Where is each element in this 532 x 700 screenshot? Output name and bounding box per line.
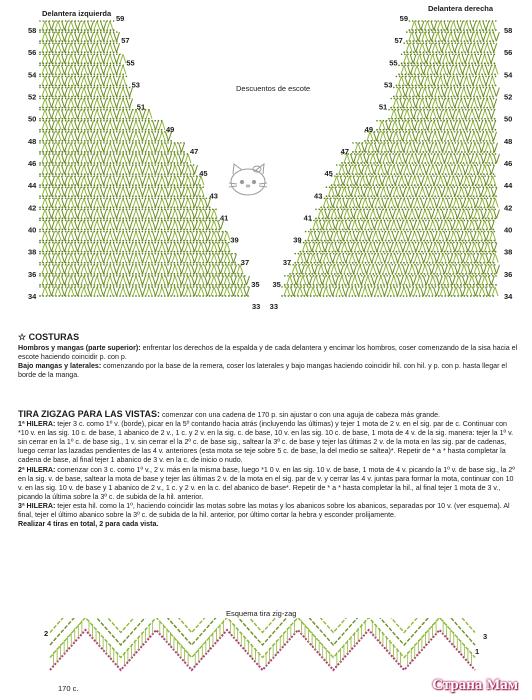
row-number-left: 56 — [28, 48, 37, 58]
row-number-right: 54 — [504, 70, 513, 80]
stitch-row — [39, 164, 197, 175]
costuras-p2: comenzando por la base de la remera, coser los laterales y bajo mangas haciendo coincidir hil. con hil. y p. con p. hasta llegar el borde de la manga. — [18, 362, 507, 380]
costuras-p1: enfrentar los derechos de la espalda y de cada delantera y encimar los hombros, coser comenzando de la sisa hacia el escote haciendo coincidir p. con p. — [18, 344, 518, 362]
stitch-row — [281, 286, 498, 297]
left-front-diagram — [0, 0, 270, 310]
zigzag-row2-label: 2 — [44, 629, 49, 638]
zigzag-base-label: 170 c. — [58, 684, 79, 693]
stitch-row — [39, 275, 249, 286]
stitch-row — [364, 131, 496, 142]
stitch-row — [39, 20, 114, 31]
row-number-left: 37 — [282, 257, 292, 267]
row-number-left: 40 — [28, 225, 37, 235]
row-number-left: 54 — [28, 70, 37, 80]
row-number-left: 48 — [28, 136, 37, 146]
row-number-left: 55 — [389, 58, 398, 68]
right-front-diagram — [262, 0, 532, 310]
row-number-left: 49 — [364, 124, 373, 134]
row-number-right: 47 — [190, 146, 199, 156]
zigzag-diagram — [40, 618, 500, 680]
zigzag-row-3 — [50, 618, 475, 633]
stitch-row — [39, 253, 236, 264]
costuras-p2-bold: Bajo mangas y laterales: — [18, 362, 102, 371]
neckline-label: Descuentos de escote — [236, 84, 311, 93]
row-number-right: 35 — [251, 279, 260, 289]
row-number-right: 39 — [230, 235, 239, 245]
stitch-row — [39, 42, 119, 53]
stitch-row — [39, 175, 204, 186]
stitch-row — [39, 142, 185, 153]
row-number-left: 33 — [269, 302, 278, 310]
row-number-left: 34 — [28, 292, 37, 301]
row-number-left: 42 — [28, 203, 37, 213]
tira-h3: tejer esta hil. como la 1º, haciendo coincidir las motas sobre las motas y los abanicos sobre los abanicos, separadas por 10 v. (ver esquema). Al final, tejer el último abanico sobre la 3º c. de subida de la hil. anterior, por último cortar la hebra y esconder prolijamente. — [18, 501, 510, 520]
row-number-left: 57 — [394, 36, 403, 46]
watermark-logo: Страна Мам — [432, 677, 518, 693]
row-number-right: 53 — [131, 80, 140, 90]
row-number-right: 55 — [126, 58, 135, 68]
stitch-row — [294, 253, 498, 264]
row-number-right: 41 — [220, 213, 229, 223]
stitch-row — [39, 264, 243, 275]
cat-doodle — [224, 158, 276, 202]
stitch-row — [39, 76, 127, 87]
tira-h2: comenzar con 3 c. como 1º v., 2 v. más en la misma base, luego *1 0 v. en las sig. 10 v. de base, 1 mota de 4 v. picando la 1º v. de base sig., la 2º en la sig. v. de base, saltear la mota de base y tejer las últimas 2 v. de la mota en el sig. par de v. y cerrar las 4 v. juntas para formar la mota, continuar con 10 v. en las sig. 10 v. de base y 1 abanico de 2 v., 1 c. y 2 v. en la c. del abanico de base*. Repetir de * a * hasta completar la hil., al final tejer 1 mota de 3 v., picando la última sobre la 3º c. de subida de la hil. anterior. — [18, 465, 515, 501]
star-icon: ☆ — [18, 332, 27, 342]
row-number-left: 45 — [324, 169, 333, 179]
stitch-row — [39, 87, 132, 98]
stitch-row — [39, 98, 132, 109]
row-number-right: 36 — [504, 269, 513, 279]
row-number-right: 58 — [504, 26, 513, 36]
costuras-p1-bold: Hombros y mangas (parte superior): — [18, 344, 141, 352]
row-number-right: 43 — [209, 191, 218, 201]
stitch-row — [300, 242, 497, 253]
stitch-row — [376, 120, 496, 131]
row-number-left: 59 — [399, 14, 408, 23]
row-number-right: 37 — [240, 257, 250, 267]
stitch-row — [310, 220, 494, 231]
tira-intro: comenzar con una cadena de 170 p. sin ajustar o con una aguja de cabeza más grande. — [160, 411, 440, 419]
row-number-left: 51 — [378, 102, 388, 112]
stitch-row — [403, 42, 496, 53]
row-number-left: 41 — [303, 213, 312, 223]
row-number-left: 35 — [272, 279, 281, 289]
stitch-row — [39, 31, 119, 42]
row-number-right: 38 — [504, 247, 513, 257]
stitch-row — [39, 65, 126, 76]
left-diagram-title: Delantera izquierda — [42, 9, 112, 18]
costuras-text — [18, 344, 518, 380]
row-number-left: 43 — [314, 191, 323, 201]
tira-h2-bold: 2ª HILERA: — [18, 465, 56, 474]
tira-h1-bold: 1ª HILERA: — [18, 420, 56, 429]
row-number-left: 44 — [28, 181, 37, 191]
stitch-row — [39, 109, 152, 120]
stitch-row — [39, 53, 126, 64]
zigzag-title: Esquema tira zig-zag — [226, 609, 297, 618]
row-number-right: 51 — [136, 102, 146, 112]
row-number-right: 48 — [504, 136, 513, 146]
stitch-row — [39, 286, 249, 297]
row-number-left: 52 — [28, 92, 37, 102]
row-number-right: 34 — [504, 292, 513, 301]
row-number-left: 58 — [28, 26, 37, 36]
stitch-row — [39, 209, 217, 220]
row-number-left: 38 — [28, 247, 37, 257]
row-number-right: 40 — [504, 225, 513, 235]
row-number-right: 50 — [504, 114, 513, 124]
zigzag-row1-label: 1 — [475, 647, 480, 656]
row-number-left: 39 — [293, 235, 302, 245]
stitch-row — [406, 31, 499, 42]
stitch-row — [398, 65, 498, 76]
stitch-row — [352, 142, 497, 153]
row-number-left: 46 — [28, 159, 37, 169]
stitch-row — [396, 76, 497, 87]
zigzag-row3-label: 3 — [483, 632, 488, 641]
tira-h3-bold: 3ª HILERA: — [18, 501, 56, 510]
stitch-row — [315, 209, 499, 220]
stitch-row — [326, 186, 497, 197]
tira-text — [18, 410, 518, 529]
stitch-row — [401, 53, 496, 64]
right-diagram-title: Delantera derecha — [428, 4, 494, 13]
stitch-row — [284, 275, 497, 286]
stitch-row — [39, 231, 230, 242]
tira-heading: TIRA ZIGZAG PARA LAS VISTAS: — [18, 409, 160, 419]
row-number-left: 50 — [28, 114, 37, 124]
row-number-right: 46 — [504, 159, 513, 169]
row-number-right: 33 — [252, 302, 261, 310]
stitch-row — [39, 120, 165, 131]
stitch-row — [289, 264, 499, 275]
stitch-row — [320, 197, 498, 208]
row-number-right: 59 — [116, 14, 125, 23]
row-number-right: 42 — [504, 203, 513, 213]
stitch-row — [336, 164, 495, 175]
stitch-row — [305, 231, 496, 242]
stitch-row — [39, 186, 204, 197]
row-number-left: 47 — [340, 146, 349, 156]
stitch-row — [39, 131, 172, 142]
stitch-row — [341, 153, 499, 164]
stitch-row — [409, 20, 497, 31]
row-number-right: 52 — [504, 92, 513, 102]
stitch-row — [39, 242, 230, 253]
row-number-right: 45 — [199, 169, 208, 179]
stitch-row — [39, 220, 223, 231]
costuras-heading: COSTURAS — [28, 332, 80, 342]
row-number-right: 57 — [121, 36, 130, 46]
stitch-row — [393, 87, 499, 98]
row-number-right: 49 — [166, 124, 175, 134]
row-number-left: 36 — [28, 269, 37, 279]
stitch-row — [390, 98, 496, 109]
stitch-row — [331, 175, 496, 186]
row-number-right: 56 — [504, 48, 513, 58]
row-number-right: 44 — [504, 181, 513, 191]
tira-h1: tejer 3 c. como 1º v. (borde), picar en la 5º contando hacia atrás (incluyendo las últimas) y tejer 1 mota de 2 v. en el sig. par de c. Continuar con *10 v. en las sig. 10 c. de base, 1 abanico de 2 v., 1 c. y 2 v. en la sig. c. de base, 10 v. en las sig. 10 c. de base, 1 mota de 4 v. de la sig. manera: tejer la 1º v. sin cerrar en la 1º c. de base sig., 1 v. sin cerrar el la 2º c. de base sig., saltear la 3º c. de base y tejer las últimas 2 v. de la mota en las sig. par de cadenas, luego cerrar las lazadas pendientes de las 4 v. anteriores (esta mota se teje sobre 5 c. de base, la del medio se saltea)*. Repetir de * a * hasta completar la cadena de base, al final tejer 1 abanico de 3 v. en la c. de inicio o nudo. — [18, 420, 514, 465]
tira-final: Realizar 4 tiras en total, 2 para cada vista. — [18, 520, 159, 529]
row-number-left: 53 — [384, 80, 393, 90]
stitch-row — [39, 153, 191, 164]
stitch-row — [39, 197, 210, 208]
stitch-row — [388, 109, 495, 120]
